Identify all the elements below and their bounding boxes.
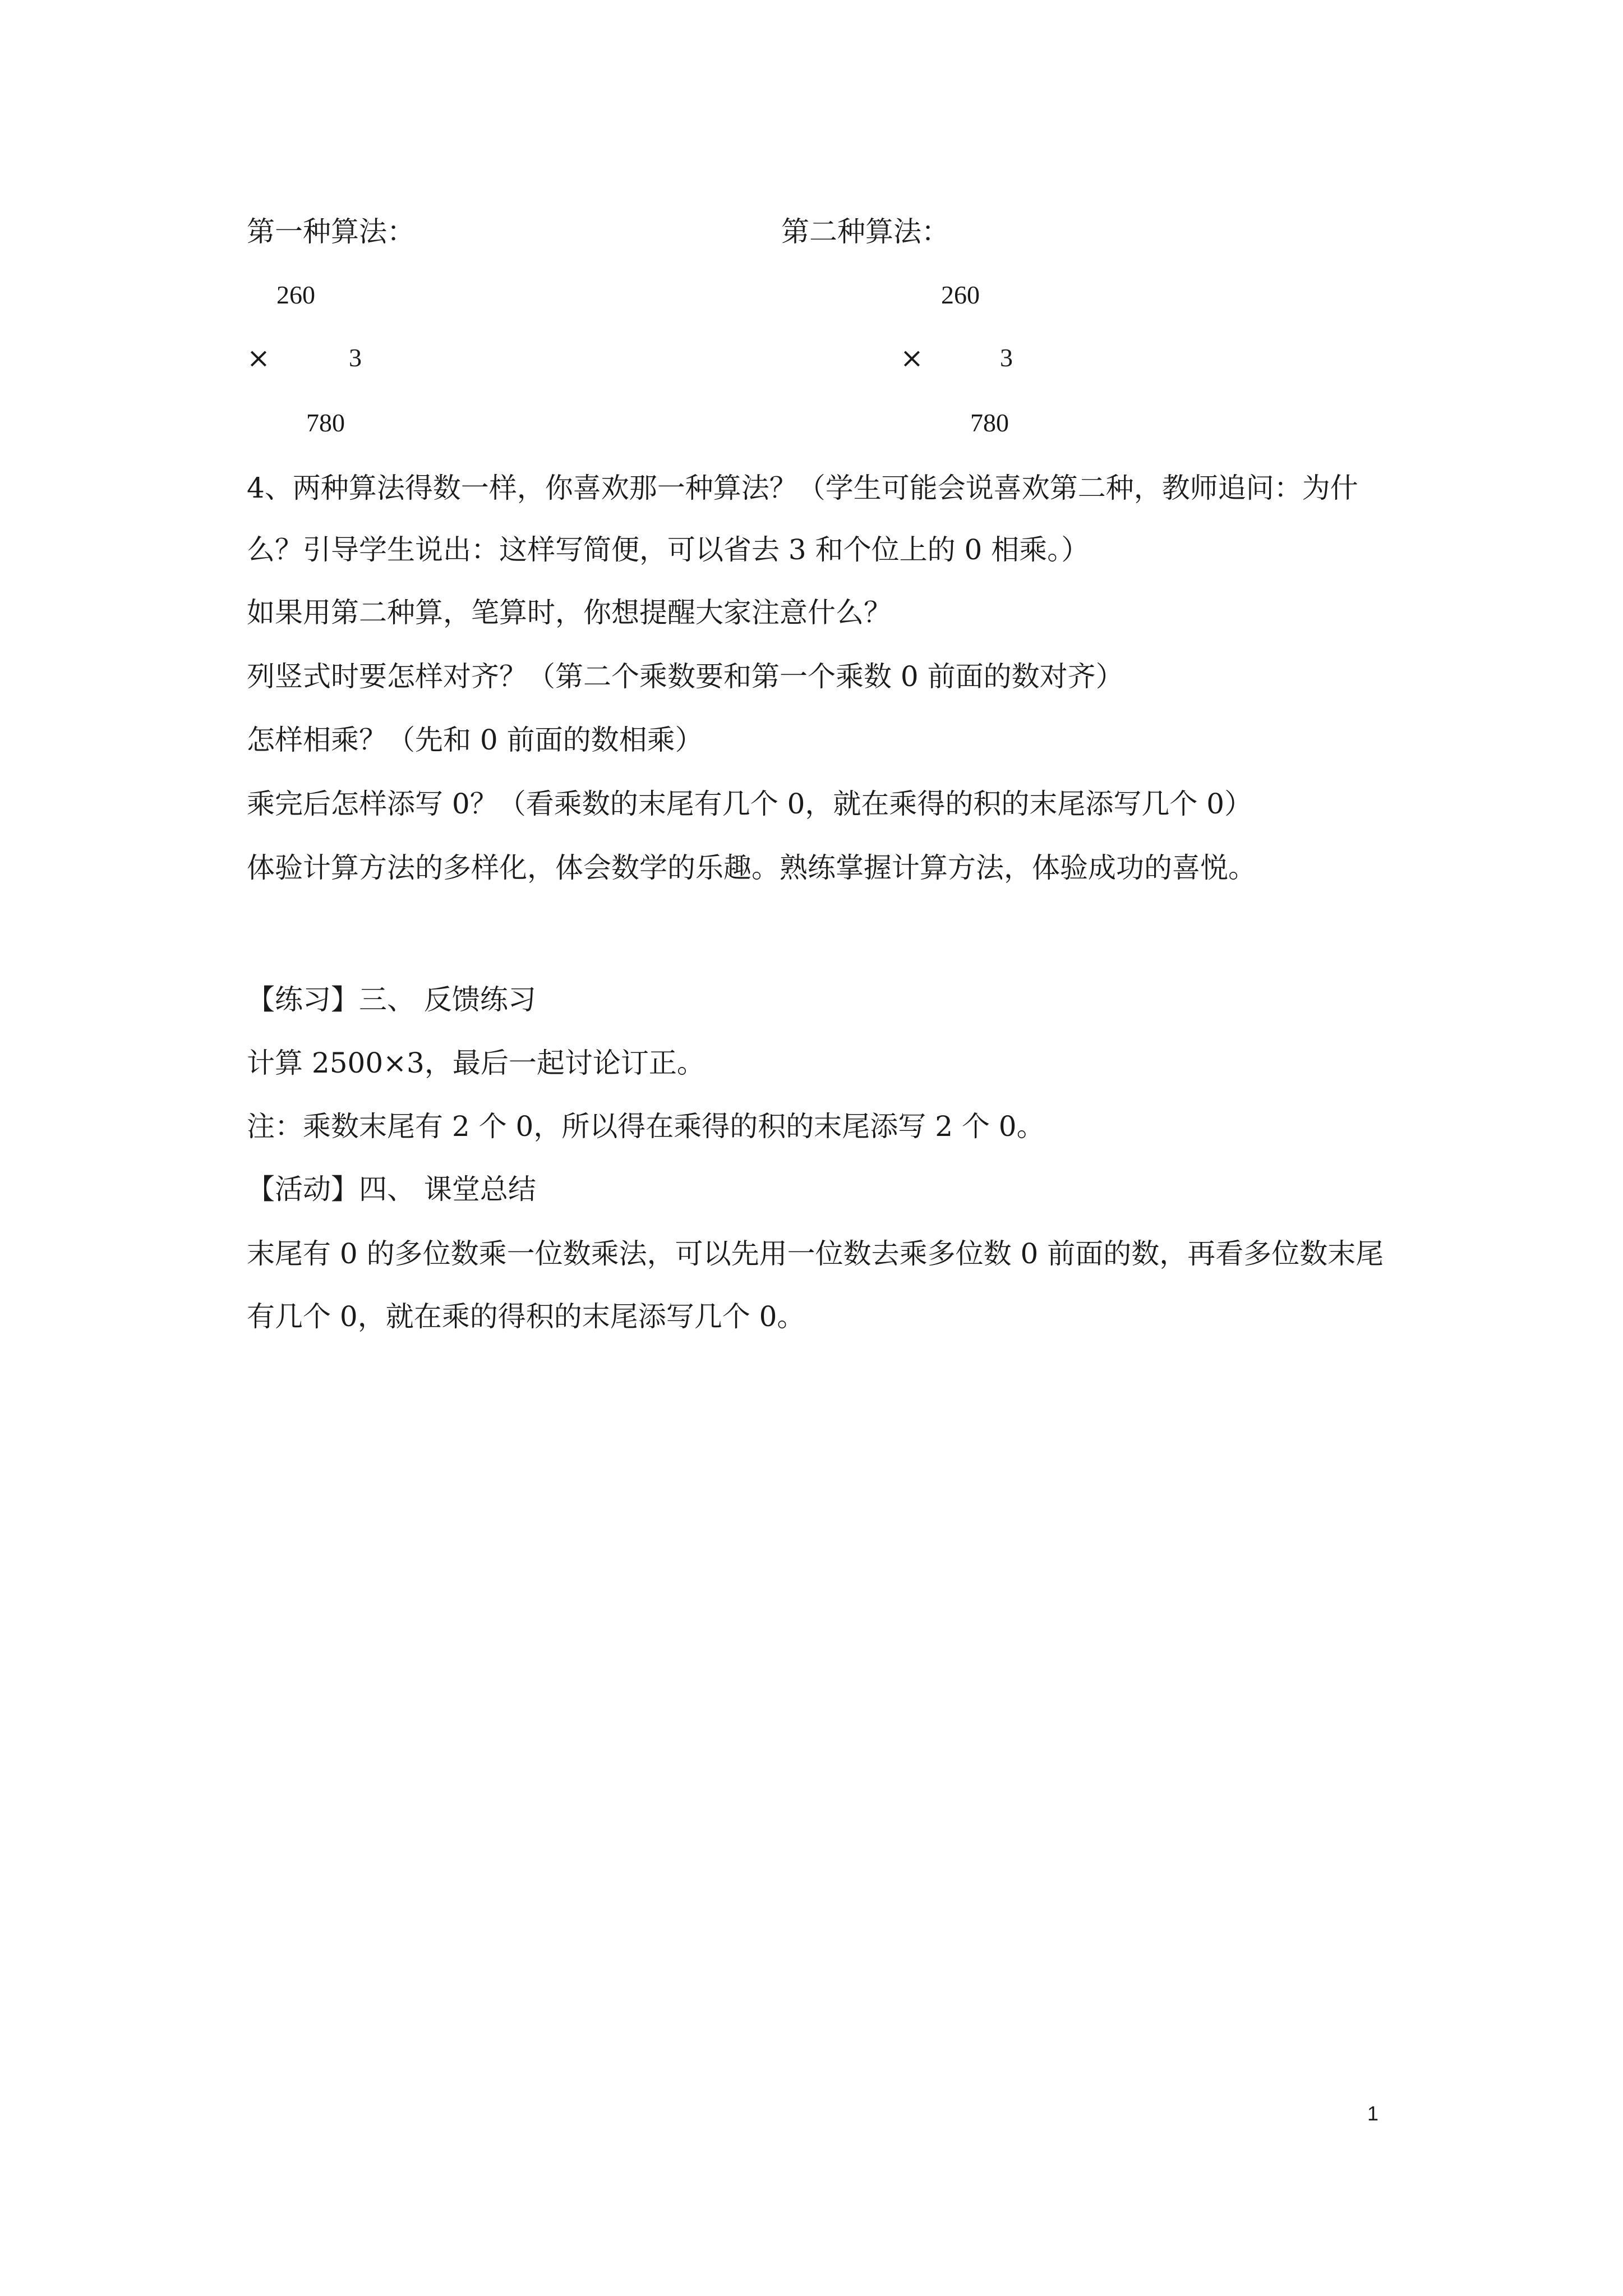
- page-number: 1: [1367, 2102, 1379, 2125]
- paragraph-4-line-1: 4、两种算法得数一样，你喜欢那一种算法？（学生可能会说喜欢第二种，教师追问：为什: [247, 472, 1358, 504]
- first-method-label: 第一种算法：: [247, 215, 415, 248]
- first-product: 780: [306, 408, 345, 437]
- activity-line-1: 末尾有 0 的多位数乘一位数乘法，可以先用一位数去乘多位数 0 前面的数，再看多位数末尾: [247, 1237, 1384, 1270]
- first-multiplicand: 260: [276, 280, 315, 309]
- question-add-zero: 乘完后怎样添写 0？（看乘数的末尾有几个 0，就在乘得的积的末尾添写几个 0）: [247, 788, 1253, 820]
- second-multiplicand: 260: [941, 280, 980, 309]
- second-method-label: 第二种算法：: [781, 215, 949, 248]
- second-product: 780: [970, 408, 1009, 437]
- first-multiplier: 3: [349, 343, 362, 372]
- paragraph-4-line-2: 么？引导学生说出：这样写简便，可以省去 3 和个位上的 0 相乘。）: [247, 533, 1090, 566]
- question-alignment: 列竖式时要怎样对齐？（第二个乘数要和第一个乘数 0 前面的数对齐）: [247, 660, 1124, 693]
- practice-note: 注：乘数末尾有 2 个 0，所以得在乘得的积的末尾添写 2 个 0。: [247, 1110, 1045, 1143]
- question-multiply: 怎样相乘？（先和 0 前面的数相乘）: [247, 724, 703, 756]
- practice-heading: 【练习】三、 反馈练习: [247, 983, 536, 1016]
- first-times-sign: ×: [247, 342, 270, 374]
- question-reminder: 如果用第二种算，笔算时，你想提醒大家注意什么？: [247, 596, 892, 629]
- activity-line-2: 有几个 0，就在乘的得积的末尾添写几个 0。: [247, 1300, 805, 1333]
- second-multiplier: 3: [1000, 343, 1013, 372]
- summary-sentence: 体验计算方法的多样化，体会数学的乐趣。熟练掌握计算方法，体验成功的喜悦。: [247, 852, 1256, 884]
- activity-heading: 【活动】四、 课堂总结: [247, 1173, 536, 1205]
- second-times-sign: ×: [900, 342, 924, 374]
- practice-task: 计算 2500×3，最后一起讨论订正。: [247, 1047, 705, 1079]
